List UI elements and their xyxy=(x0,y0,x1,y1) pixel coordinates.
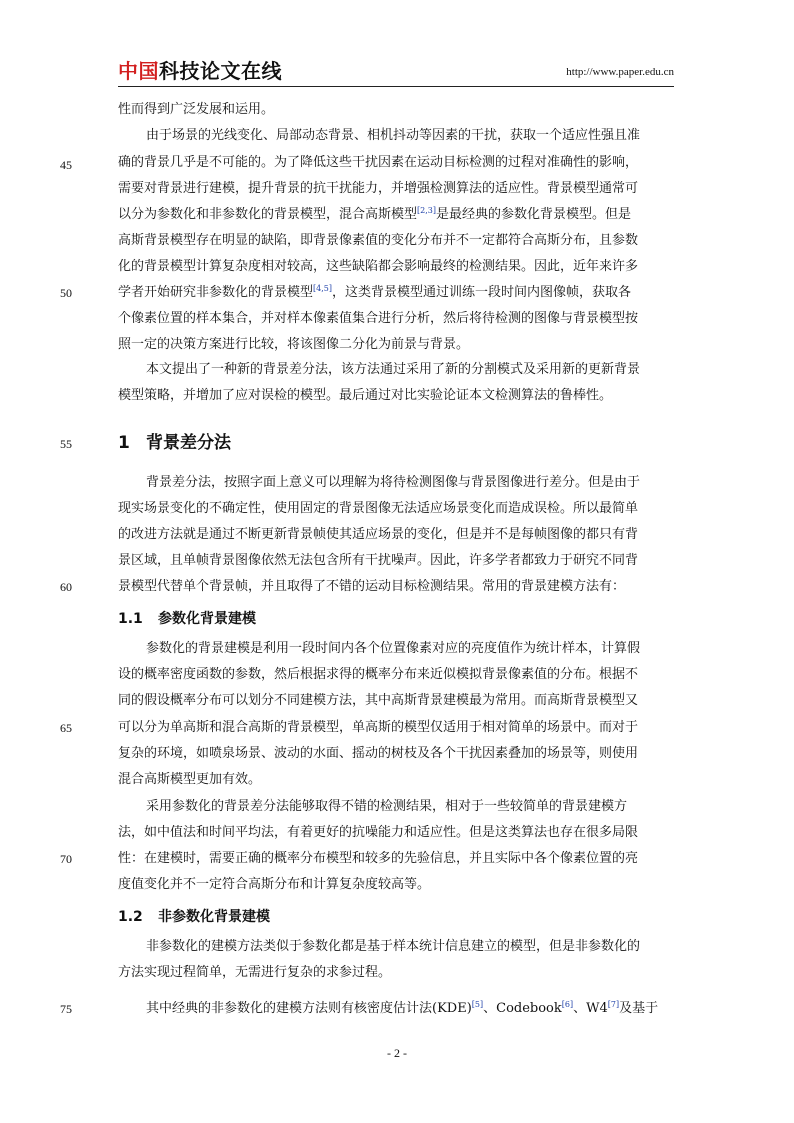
body-text-line: 景模型代替单个背景帧，并且取得了不错的运动目标检测结果。常用的背景建模方法有： xyxy=(118,579,626,594)
body-text-line: 的改进方法就是通过不断更新背景帧使其适应场景的变化，但是并不是每帧图像的都只有背 xyxy=(118,527,639,542)
body-text-line: 景区域，且单帧背景图像依然无法包含所有干扰噪声。因此，许多学者都致力于研究不同背 xyxy=(118,553,639,568)
body-text-line: 由于场景的光线变化、局部动态背景、相机抖动等因素的干扰，获取一个适应性强且准 xyxy=(146,128,641,143)
body-text-line: 学者开始研究非参数化的背景模型[4,5]，这类背景模型通过训练一段时间内图像帧，获取各 xyxy=(118,284,631,300)
body-text-line: 照一定的决策方案进行比较，将该图像二分化为前景与背景。 xyxy=(118,337,470,352)
body-text-line: 个像素位置的样本集合，并对样本像素值集合进行分析，然后将待检测的图像与背景模型按 xyxy=(118,311,639,326)
line-number: 65 xyxy=(60,721,72,735)
body-text-line: 度值变化并不一定符合高斯分布和计算复杂度较高等。 xyxy=(118,877,431,892)
subsection-heading: 1.2 非参数化背景建模 xyxy=(118,909,270,925)
subsection-heading: 1.1 参数化背景建模 xyxy=(118,611,256,627)
body-text-line: 本文提出了一种新的背景差分法，该方法通过采用了新的分割模式及采用新的更新背景 xyxy=(146,362,641,377)
line-number: 45 xyxy=(60,158,72,172)
body-text-line: 设的概率密度函数的参数，然后根据求得的概率分布来近似模拟背景像素值的分布。根据不 xyxy=(118,667,639,682)
body-text-line: 同的假设概率分布可以划分不同建模方法，其中高斯背景建模最为常用。而高斯背景模型又 xyxy=(118,693,639,708)
body-text-line: 法，如中值法和时间平均法，有着更好的抗噪能力和适应性。但是这类算法也存在很多局限 xyxy=(118,825,639,840)
body-text-line: 性：在建模时，需要正确的概率分布模型和较多的先验信息，并且实际中各个像素位置的亮 xyxy=(118,851,639,866)
header-url: http://www.paper.edu.cn xyxy=(566,66,674,78)
body-text-line: 采用参数化的背景差分法能够取得不错的检测结果，相对于一些较简单的背景建模方 xyxy=(146,799,628,814)
body-text-line: 方法实现过程简单，无需进行复杂的求参过程。 xyxy=(118,965,392,980)
logo-black-text: 科技论文在线 xyxy=(159,59,282,83)
citation-ref[interactable]: [2,3] xyxy=(417,206,436,215)
citation-ref[interactable]: [4,5] xyxy=(313,284,332,293)
body-text-line: 需要对背景进行建模，提升背景的抗干扰能力，并增强检测算法的适应性。背景模型通常可 xyxy=(118,181,639,196)
section-heading: 1 背景差分法 xyxy=(118,433,231,453)
body-text-line: 现实场景变化的不确定性，使用固定的背景图像无法适应场景变化而造成误检。所以最简单 xyxy=(118,501,639,516)
body-text-line: 可以分为单高斯和混合高斯的背景模型，单高斯的模型仅适用于相对简单的场景中。而对于 xyxy=(118,720,639,735)
line-number: 75 xyxy=(60,1002,72,1016)
body-text-line: 模型策略，并增加了应对误检的模型。最后通过对比实验论证本文检测算法的鲁棒性。 xyxy=(118,388,613,403)
citation-ref[interactable]: [6] xyxy=(561,1000,574,1009)
body-text-line: 非参数化的建模方法类似于参数化都是基于样本统计信息建立的模型，但是非参数化的 xyxy=(146,939,641,954)
page-number: - 2 - xyxy=(387,1046,407,1060)
body-text-line: 参数化的背景建模是利用一段时间内各个位置像素对应的亮度值作为统计样本，计算假 xyxy=(146,641,641,656)
body-text-line: 混合高斯模型更加有效。 xyxy=(118,772,262,787)
logo-red-text: 中国 xyxy=(118,59,159,83)
journal-logo xyxy=(118,58,282,84)
citation-ref[interactable]: [7] xyxy=(607,1000,620,1009)
body-text-line: 化的背景模型计算复杂度相对较高，这些缺陷都会影响最终的检测结果。因此，近年来许多 xyxy=(118,259,639,274)
page-header xyxy=(118,58,674,87)
line-number: 70 xyxy=(60,852,72,866)
body-text-line: 其中经典的非参数化的建模方法则有核密度估计法(KDE)[5]、Codebook[6]、W4[7]及基于 xyxy=(146,1000,659,1016)
line-number: 60 xyxy=(60,580,72,594)
line-number: 50 xyxy=(60,286,72,300)
body-text-line: 复杂的环境，如喷泉场景、波动的水面、摇动的树枝及各个干扰因素叠加的场景等，则使用 xyxy=(118,746,639,761)
body-text-line: 以分为参数化和非参数化的背景模型，混合高斯模型[2,3]是最经典的参数化背景模型。但是 xyxy=(118,206,631,222)
line-number: 55 xyxy=(60,437,72,451)
citation-ref[interactable]: [5] xyxy=(471,1000,484,1009)
body-text-line: 背景差分法，按照字面上意义可以理解为将待检测图像与背景图像进行差分。但是由于 xyxy=(146,475,641,490)
body-text-line: 高斯背景模型存在明显的缺陷，即背景像素值的变化分布并不一定都符合高斯分布，且参数 xyxy=(118,233,639,248)
body-text-line: 性而得到广泛发展和运用。 xyxy=(118,102,275,117)
body-text-line: 确的背景几乎是不可能的。为了降低这些干扰因素在运动目标检测的过程对准确性的影响， xyxy=(118,155,639,170)
